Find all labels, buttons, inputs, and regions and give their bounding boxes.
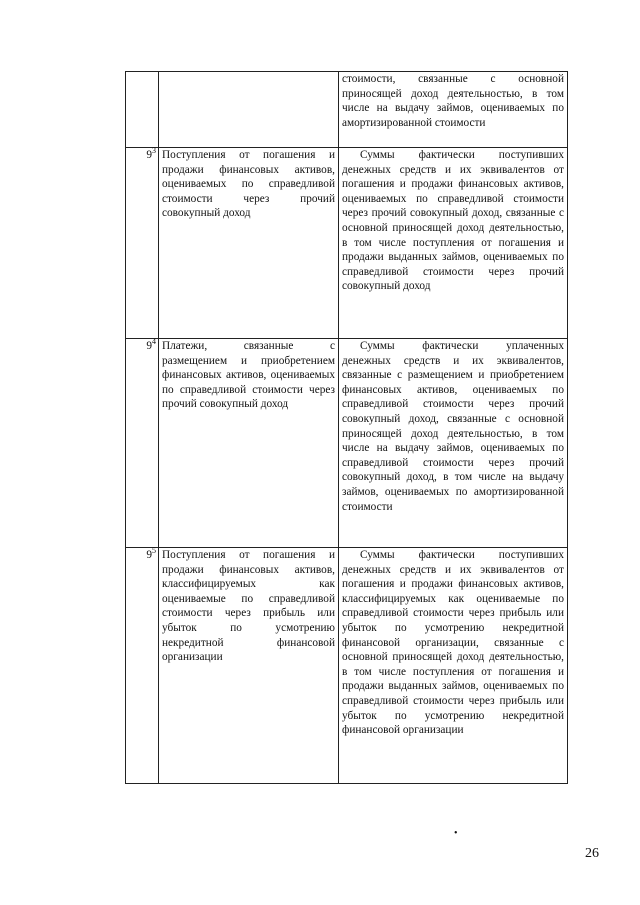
definitions-table: [125, 71, 568, 784]
indicator-name: [159, 72, 339, 148]
table-row: [126, 148, 568, 339]
table-row: [126, 339, 568, 548]
indicator-name: Платежи, связанные с размещением и приобретением финансовых активов, оцениваемых по справедливой стоимости через прочий совокупный доход: [159, 339, 339, 548]
indicator-name: Поступления от погашения и продажи финансовых активов, классифицируемых как оцениваемые по справедливой стоимости через прибыль или убыток по усмотрению некредитной финансовой организации: [159, 548, 339, 784]
row-number: [126, 72, 159, 148]
indicator-name: Поступления от погашения и продажи финансовых активов, оцениваемых по справедливой стоимости через прочий совокупный доход: [159, 148, 339, 339]
row-number: $9^5$: [126, 548, 159, 784]
row-number: $9^4$: [126, 339, 159, 548]
row-number: $9^3$: [126, 148, 159, 339]
indicator-description: Суммы фактически поступивших денежных средств и их эквивалентов от погашения и продажи финансовых активов, классифицируемых как оцениваемые по справедливой стоимости через прибыль или убыток по усмотрению некредитной финансовой организации, связанные с основной приносящей доход деятельностью, в том числе поступления от погашения и продажи выданных займов, оцениваемых по справедливой стоимости через прибыль или убыток по усмотрению некредитной финансовой организации: [339, 548, 568, 784]
table-row: [126, 548, 568, 784]
page-number: 26: [585, 846, 599, 861]
indicator-description: Суммы фактически поступивших денежных средств и их эквивалентов от погашения и продажи финансовых активов, оцениваемых по справедливой стоимости через прочий совокупный доход, связанные с основной приносящей доход деятельностью, в том числе поступления от погашения и продажи выданных займов, оцениваемых по справедливой стоимости через прочий совокупный доход: [339, 148, 568, 339]
table-row: [126, 72, 568, 148]
scan-mark: •: [454, 828, 458, 839]
indicator-description: стоимости, связанные с основной приносящей доход деятельностью, в том числе на выдачу займов, оцениваемых по амортизированной стоимости: [339, 72, 568, 148]
indicator-description: Суммы фактически уплаченных денежных средств и их эквивалентов, связанные с размещением и приобретением финансовых активов, оцениваемых по справедливой стоимости через прочий совокупный доход, связанные с основной приносящей доход деятельностью, в том числе на выдачу займов, оцениваемых по справедливой стоимости через прочий совокупный доход, в том числе на выдачу займов, оцениваемых по амортизированной стоимости: [339, 339, 568, 548]
